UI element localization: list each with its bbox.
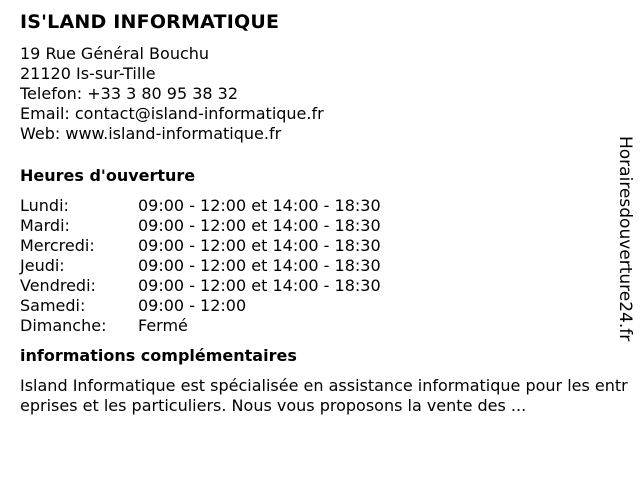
hours-day: Mercredi: [20,236,95,255]
hours-time: 09:00 - 12:00 et 14:00 - 18:30 [138,256,381,275]
hours-row-vendredi [20,276,620,296]
site-watermark: Horairesdouverture24.fr [615,136,635,342]
hours-time: 09:00 - 12:00 et 14:00 - 18:30 [138,196,381,215]
hours-day: Lundi: [20,196,69,215]
hours-row-lundi [20,196,620,216]
hours-table [20,196,620,336]
hours-time: 09:00 - 12:00 et 14:00 - 18:30 [138,216,381,235]
city-postal: 21120 Is-sur-Tille [20,64,156,83]
hours-row-samedi [20,296,620,316]
hours-day: Vendredi: [20,276,96,295]
email-line: Email: contact@island-informatique.fr [20,104,324,123]
hours-day: Jeudi: [20,256,65,275]
business-name: IS'LAND INFORMATIQUE [20,11,280,33]
hours-row-jeudi [20,256,620,276]
hours-day: Mardi: [20,216,70,235]
hours-day: Samedi: [20,296,86,315]
hours-row-mardi [20,216,620,236]
street-address: 19 Rue Général Bouchu [20,44,210,63]
hours-day: Dimanche: [20,316,107,335]
hours-time: 09:00 - 12:00 [138,296,247,315]
hours-time: 09:00 - 12:00 et 14:00 - 18:30 [138,276,381,295]
info-heading: informations complémentaires [20,346,297,365]
hours-row-mercredi [20,236,620,256]
hours-time: 09:00 - 12:00 et 14:00 - 18:30 [138,236,381,255]
address-block [20,44,620,144]
web-line: Web: www.island-informatique.fr [20,124,282,143]
business-description: Island Informatique est spécialisée en assistance informatique pour les entreprises et les particuliers. Nous vous proposons la vente des ... [20,376,628,415]
hours-heading: Heures d'ouverture [20,166,196,185]
phone-line: Telefon: +33 3 80 95 38 32 [20,84,239,103]
hours-row-dimanche [20,316,620,336]
hours-time: Fermé [138,316,188,335]
